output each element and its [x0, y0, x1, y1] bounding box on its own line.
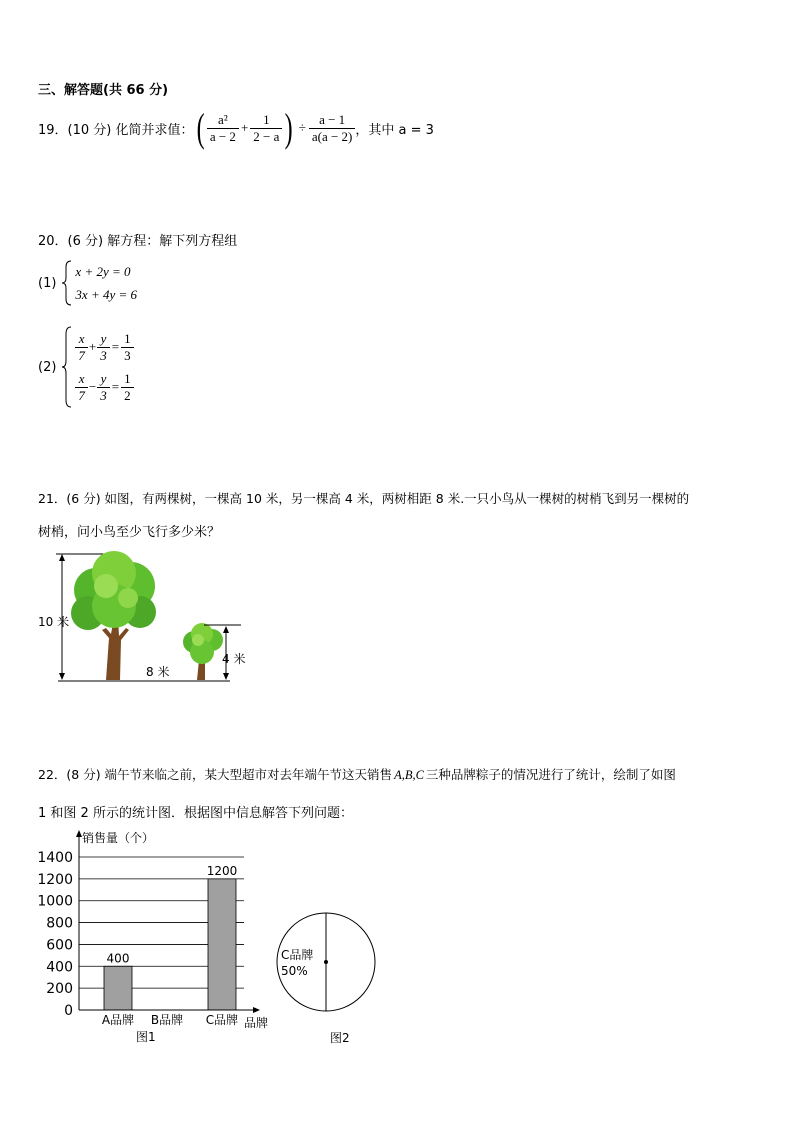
fig1-caption: 图1: [136, 1030, 156, 1044]
x-tick-label: B品牌: [150, 1013, 184, 1027]
frac-num: 1: [121, 331, 134, 348]
pie-chart: [276, 908, 386, 1048]
frac-rhs: [121, 331, 134, 364]
fig2-caption: 图2: [330, 1031, 350, 1045]
bar-chart: [30, 826, 280, 1051]
y-tick-label: 600: [46, 937, 73, 954]
frac-x-7: [75, 371, 88, 404]
pie-label: C品牌: [281, 948, 314, 962]
y-axis-label: 销售量（个）: [82, 831, 155, 845]
fraction-1-num: a²: [207, 112, 239, 129]
short-height-label: 4 米: [222, 652, 246, 666]
tall-tree-icon: [71, 551, 156, 680]
pie-percent: 50%: [281, 964, 308, 978]
chart-yticks: [37, 850, 73, 1019]
distance-label: 8 米: [146, 665, 170, 679]
frac-num: y: [97, 331, 110, 348]
q21-tree-figure: [36, 548, 256, 688]
q22-line1: [38, 765, 676, 783]
q20-part1: [38, 258, 137, 308]
q20-part2-tag: (2): [38, 359, 57, 375]
q22-line1b: A,B,C: [394, 768, 424, 782]
q20-part2-eq1: [75, 327, 133, 367]
q22-line1a: 22．(8 分) 端午节来临之前，某大型超市对去年端午节这天销售: [38, 767, 393, 782]
q21-line2: 树梢，问小鸟至少飞行多少米？: [38, 525, 221, 540]
y-tick-label: 200: [46, 981, 73, 998]
frac-num: 1: [121, 371, 134, 388]
q20-part2-system: [75, 327, 133, 407]
bar-data-label: 1200: [206, 863, 238, 878]
q20-part2-eq2: [75, 367, 133, 407]
y-tick-label: 1000: [37, 893, 73, 910]
equals: =: [111, 339, 120, 354]
q22-line2: 1 和图 2 所示的统计图．根据图中信息解答下列问题：: [38, 806, 353, 821]
q19-expression: [194, 105, 356, 150]
plus-sign: +: [240, 120, 249, 135]
q20-part1-system: [75, 260, 137, 306]
frac-num: x: [75, 331, 88, 348]
q20-part1-eq1: x + 2y = 0: [75, 264, 131, 279]
frac-num: y: [97, 371, 110, 388]
left-paren: (: [196, 105, 205, 150]
frac-y-3: [97, 331, 110, 364]
frac-y-3: [97, 371, 110, 404]
bar-data-label: 400: [106, 951, 130, 966]
y-tick-label: 1200: [37, 871, 73, 888]
y-tick-label: 400: [46, 959, 73, 976]
frac-num: x: [75, 371, 88, 388]
q20-part2: [38, 325, 134, 409]
x-axis-arrow: [253, 1007, 260, 1013]
frac-den: 3: [100, 347, 107, 363]
q20-part1-eq2: 3x + 4y = 6: [75, 287, 138, 302]
question-19: [38, 103, 434, 153]
divide-sign: ÷: [298, 120, 306, 135]
q19-label: 19．(10 分) 化简并求值：: [38, 122, 194, 138]
bar: [104, 966, 132, 1010]
fraction-2-num: 1: [250, 112, 282, 129]
frac-den: 3: [100, 387, 107, 403]
frac-rhs: [121, 371, 134, 404]
q19-tail: ，其中 a = 3: [355, 122, 434, 138]
x-axis-label: 品牌: [244, 1016, 269, 1030]
pie-center-dot: [324, 960, 328, 964]
q20-part1-tag: (1): [38, 275, 57, 291]
x-tick-label: C品牌: [205, 1013, 239, 1027]
equals: =: [111, 379, 120, 394]
left-brace-icon: [62, 326, 72, 408]
frac-den: 7: [78, 387, 85, 403]
fraction-1: [207, 112, 239, 145]
short-tree-icon: [183, 623, 223, 680]
fraction-2-den: 2 − a: [253, 128, 280, 144]
fraction-3: [309, 112, 356, 145]
fraction-2: [250, 112, 282, 145]
x-tick-label: A品牌: [101, 1013, 135, 1027]
tall-height-label: 10 米: [38, 615, 70, 629]
section-title: 三、解答题(共 66 分): [38, 83, 169, 98]
q21-line1: 21．(6 分) 如图，有两棵树，一棵高 10 米，另一棵高 4 米，两树相距 8 米.一只小鸟从一棵树的树梢飞到另一棵树的: [38, 491, 690, 506]
left-brace-icon: [62, 260, 72, 306]
y-tick-label: 1400: [37, 850, 73, 866]
op: −: [88, 379, 97, 394]
frac-den: 3: [124, 347, 131, 363]
fraction-1-den: a − 2: [209, 128, 236, 144]
q20-label: 20．(6 分) 解方程：解下列方程组: [38, 234, 238, 249]
y-tick-label: 0: [64, 1003, 73, 1019]
chart-xticks: [102, 1012, 238, 1027]
fraction-3-num: a − 1: [309, 112, 356, 129]
bar: [208, 879, 236, 1010]
fraction-3-den: a(a − 2): [311, 128, 353, 144]
frac-den: 2: [124, 387, 131, 403]
y-tick-label: 800: [46, 915, 73, 932]
q22-line1c: 三种品牌粽子的情况进行了统计，绘制了如图: [425, 767, 676, 782]
frac-x-7: [75, 331, 88, 364]
frac-den: 7: [78, 347, 85, 363]
op: +: [88, 339, 97, 354]
right-paren: ): [285, 105, 294, 150]
